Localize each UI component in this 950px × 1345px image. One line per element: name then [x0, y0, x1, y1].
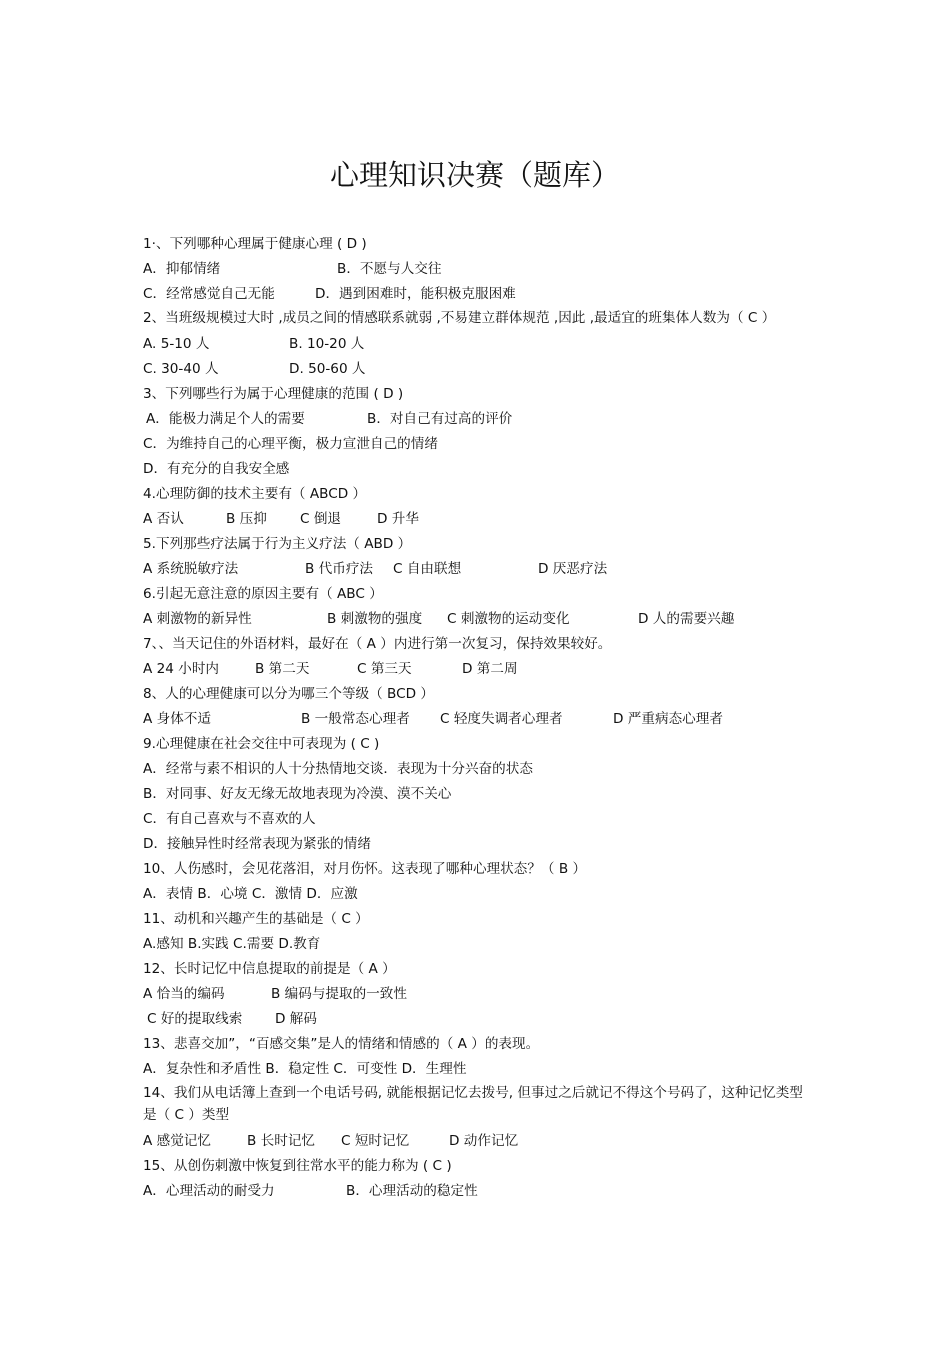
- option-text: B 压抑: [226, 511, 267, 527]
- option-text: D 动作记忆: [449, 1133, 519, 1149]
- option-text: D 厌恶疗法: [538, 561, 608, 577]
- option-text: C 倒退: [300, 511, 342, 527]
- option-text: B 代币疗法: [305, 561, 374, 577]
- option-text: B. 10-20 人: [289, 336, 365, 352]
- option-text: A 系统脱敏疗法: [143, 561, 239, 577]
- option-text: C．经常感觉自己无能: [143, 286, 275, 302]
- question-line: 6.引起无意注意的原因主要有（ ABC ）: [143, 586, 383, 602]
- option-text: A．心理活动的耐受力: [143, 1183, 275, 1199]
- option-text: B 刺激物的强度: [327, 611, 423, 627]
- option-text: B 编码与提取的一致性: [271, 986, 407, 1002]
- option-line: [143, 557, 803, 582]
- option-text: B．对自己有过高的评价: [367, 411, 513, 427]
- option-line: [143, 1007, 803, 1032]
- question-line: 7、、当天记住的外语材料，最好在（ A ）内进行第一次复习，保持效果较好。: [143, 636, 612, 652]
- option-line: [143, 1129, 803, 1154]
- option-text: A 24 小时内: [143, 661, 220, 677]
- option-line: [143, 357, 803, 382]
- option-text: A 感觉记忆: [143, 1133, 211, 1149]
- option-text: A．能极力满足个人的需要: [146, 411, 305, 427]
- question-line: 3、下列哪些行为属于心理健康的范围 ( D ): [143, 386, 404, 402]
- option-line: [143, 657, 803, 682]
- question-line: 13、悲喜交加”，“百感交集”是人的情绪和情感的（ A ）的表现。: [143, 1036, 540, 1052]
- option-line: [143, 332, 803, 357]
- option-line: [143, 982, 803, 1007]
- option-text: D. 50-60 人: [289, 361, 366, 377]
- option-text: C 轻度失调者心理者: [440, 711, 563, 727]
- question-line: A．经常与素不相识的人十分热情地交谈．表现为十分兴奋的状态: [143, 761, 533, 777]
- question-line: 2、当班级规模过大时 ,成员之间的情感联系就弱 ,不易建立群体规范 ,因此 ,最适宜的班集体人数为（ C ）: [143, 310, 776, 326]
- question-line: 15、从创伤刺激中恢复到往常水平的能力称为 ( C ): [143, 1158, 452, 1174]
- option-text: D 解码: [275, 1011, 317, 1027]
- option-line: [143, 707, 803, 732]
- option-text: D 严重病态心理者: [613, 711, 723, 727]
- option-line: [143, 282, 803, 307]
- option-line: [143, 607, 803, 632]
- page-title: 心理知识决赛（题库）: [329, 158, 620, 192]
- question-line: 1·、下列哪种心理属于健康心理 ( D ): [143, 236, 367, 252]
- question-line: 10、人伤感时，会见花落泪，对月伤怀。这表现了哪种心理状态？（ B ）: [143, 861, 587, 877]
- option-text: D．遇到困难时，能积极克服困难: [315, 286, 516, 302]
- option-text: A 身体不适: [143, 711, 211, 727]
- question-line: 5.下列那些疗法属于行为主义疗法（ ABD ）: [143, 536, 412, 552]
- option-text: B 一般常态心理者: [301, 711, 410, 727]
- question-line: 14、我们从电话簿上查到一个电话号码, 就能根据记忆去拨号, 但事过之后就记不得这个号码了，这种记忆类型是（ C ）类型: [143, 1085, 803, 1123]
- option-text: C 第三天: [357, 661, 412, 677]
- option-text: A. 5-10 人: [143, 336, 210, 352]
- option-text: C 刺激物的运动变化: [447, 611, 570, 627]
- question-list: [143, 232, 803, 1204]
- question-line: C．为维持自己的心理平衡，极力宣泄自己的情绪: [143, 436, 438, 452]
- option-line: [143, 1179, 803, 1204]
- option-text: C 好的提取线索: [147, 1011, 243, 1027]
- option-text: A 刺激物的新异性: [143, 611, 252, 627]
- question-line: A．表情 B．心境 C．激情 D．应激: [143, 886, 358, 902]
- option-text: B 第二天: [255, 661, 310, 677]
- option-text: A 恰当的编码: [143, 986, 225, 1002]
- option-text: B．心理活动的稳定性: [346, 1183, 478, 1199]
- question-line: A．复杂性和矛盾性 B．稳定性 C．可变性 D．生理性: [143, 1061, 467, 1077]
- option-text: B．不愿与人交往: [337, 261, 442, 277]
- question-line: D．接触异性时经常表现为紧张的情绪: [143, 836, 371, 852]
- option-text: C. 30-40 人: [143, 361, 219, 377]
- option-text: A 否认: [143, 511, 184, 527]
- option-text: D 升华: [377, 511, 419, 527]
- option-text: B 长时记忆: [247, 1133, 316, 1149]
- question-line: 9.心理健康在社会交往中可表现为 ( C ): [143, 736, 380, 752]
- option-text: D 人的需要兴趣: [638, 611, 735, 627]
- question-line: A.感知 B.实践 C.需要 D.教育: [143, 936, 321, 952]
- question-line: B．对同事、好友无缘无故地表现为冷漠、漠不关心: [143, 786, 452, 802]
- question-line: D．有充分的自我安全感: [143, 461, 290, 477]
- option-line: [143, 507, 803, 532]
- question-line: 4.心理防御的技术主要有（ ABCD ）: [143, 486, 367, 502]
- option-text: D 第二周: [462, 661, 518, 677]
- question-line: 12、长时记忆中信息提取的前提是（ A ）: [143, 961, 396, 977]
- option-text: C 自由联想: [393, 561, 462, 577]
- option-line: [143, 407, 803, 432]
- option-text: A．抑郁情绪: [143, 261, 221, 277]
- question-line: 11、动机和兴趣产生的基础是（ C ）: [143, 911, 369, 927]
- question-line: 8、人的心理健康可以分为哪三个等级（ BCD ）: [143, 686, 435, 702]
- option-text: C 短时记忆: [341, 1133, 410, 1149]
- question-line: C．有自己喜欢与不喜欢的人: [143, 811, 316, 827]
- option-line: [143, 257, 803, 282]
